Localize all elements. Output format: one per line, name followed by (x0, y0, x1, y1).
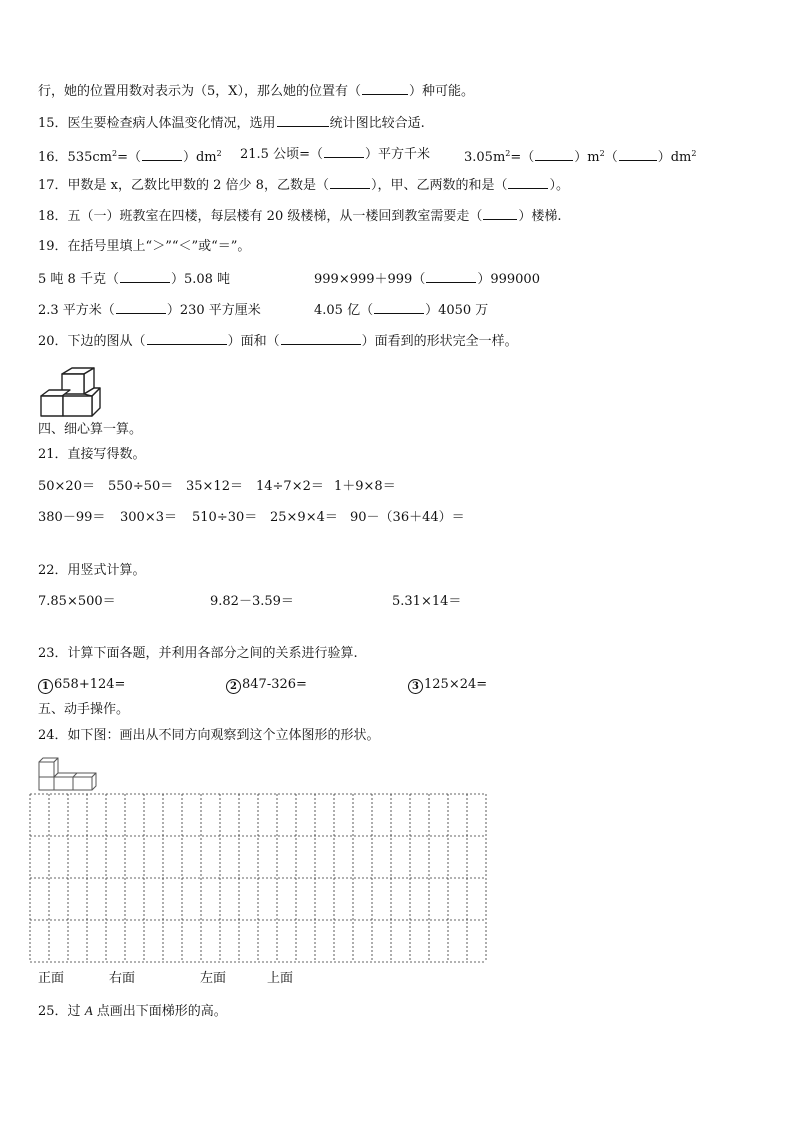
calc-item: 90－（36＋44）＝ (350, 510, 465, 525)
compare-item: 2.3 平方米（ ）230 平方厘米 (38, 303, 261, 318)
face-label-top: 上面 (267, 971, 294, 986)
drawing-grid[interactable] (29, 793, 489, 963)
answer-blank[interactable] (362, 82, 408, 95)
question-25: 25．过 A 点画出下面梯形的高。 (38, 1003, 227, 1019)
answer-blank[interactable] (374, 301, 424, 314)
question-23: 23．计算下面各题，并利用各部分之间的关系进行验算. (38, 646, 358, 661)
answer-blank[interactable] (508, 176, 548, 189)
face-label-front: 正面 (38, 971, 65, 986)
q14-tail: 行，她的位置用数对表示为（5，X），那么她的位置有（ ）种可能。 (38, 84, 475, 99)
q19-row-2 (38, 301, 638, 320)
answer-blank[interactable] (147, 332, 227, 345)
calc-item: 380－99＝ (38, 510, 106, 525)
point-label: A (84, 1003, 93, 1018)
q16-part-c: $3.05m^2=$（ ）$m^2$（ ）$dm^2$ (464, 149, 697, 165)
calc-item: 2 847-326= (226, 676, 307, 694)
question-number: 16． (38, 150, 68, 165)
question-19: 19．在括号里填上“＞”“＜”或“＝”。 (38, 239, 251, 254)
question-number: 18． (38, 209, 68, 224)
q16-part-b: 21.5 公顷=（ ）平方千米 (240, 147, 430, 162)
solid-figure (38, 754, 98, 792)
question-22: 22．用竖式计算。 (38, 563, 146, 578)
calc-item: 3 125×24= (408, 676, 487, 694)
answer-blank[interactable] (535, 148, 573, 161)
circled-number: 2 (226, 679, 241, 694)
question-number: 20． (38, 334, 68, 349)
calc-item: 1 658+124= (38, 676, 125, 694)
answer-blank[interactable] (116, 301, 166, 314)
calc-item: 510÷30＝ (192, 510, 258, 525)
question-number: 15． (38, 116, 68, 131)
question-20: 20．下边的图从（ ）面和（ ）面看到的形状完全一样。 (38, 334, 518, 349)
question-number: 24． (38, 728, 68, 743)
calc-item: 35×12＝ (186, 479, 243, 494)
question-number: 23． (38, 646, 68, 661)
answer-blank[interactable] (277, 114, 329, 127)
question-16: 16．$535cm^2=$（ ）$dm^2$ 21.5 公顷=（ ）平方千米 $3.05m^2=$（ ）$m^2$（ ）$dm^2$ (38, 147, 697, 165)
compare-item: 4.05 亿（ ）4050 万 (314, 303, 489, 318)
answer-blank[interactable] (330, 176, 370, 189)
question-17: 17．甲数是 x，乙数比甲数的 2 倍少 8，乙数是（ ），甲、乙两数的和是（ ）。 (38, 178, 569, 193)
calc-item: 25×9×4＝ (270, 510, 338, 525)
face-label-right: 右面 (109, 971, 136, 986)
question-18: 18．五（一）班教室在四楼，每层楼有 20 级楼梯，从一楼回到教室需要走（ ）楼梯. (38, 209, 562, 224)
cube-figure (38, 366, 104, 420)
section-heading: 五、动手操作。 (38, 702, 130, 717)
calc-item: 9.82－3.59＝ (210, 594, 294, 609)
question-number: 19． (38, 239, 68, 254)
question-21: 21．直接写得数。 (38, 447, 146, 462)
question-15: 15．医生要检查病人体温变化情况，选用 统计图比较合适. (38, 116, 425, 131)
calc-item: 300×3＝ (120, 510, 177, 525)
answer-blank[interactable] (324, 145, 364, 158)
q19-row-1 (38, 270, 638, 289)
circled-number: 1 (38, 679, 53, 694)
calc-item: 550÷50＝ (108, 479, 174, 494)
face-label-left: 左面 (200, 971, 227, 986)
answer-blank[interactable] (281, 332, 361, 345)
answer-blank[interactable] (120, 270, 170, 283)
answer-blank[interactable] (142, 148, 182, 161)
calc-item: 7.85×500＝ (38, 594, 116, 609)
calc-item: 14÷7×2＝ (256, 479, 324, 494)
calc-item: 5.31×14＝ (392, 594, 462, 609)
question-24: 24．如下图：画出从不同方向观察到这个立体图形的形状。 (38, 728, 380, 743)
answer-blank[interactable] (483, 207, 517, 220)
question-number: 22． (38, 563, 68, 578)
question-number: 17． (38, 178, 68, 193)
answer-blank[interactable] (426, 270, 476, 283)
section-heading: 四、细心算一算。 (38, 422, 143, 437)
compare-item: 999×999＋999（ ）999000 (314, 272, 540, 287)
question-number: 21． (38, 447, 68, 462)
question-number: 25． (38, 1004, 68, 1019)
calc-item: 50×20＝ (38, 479, 95, 494)
calc-item: 1＋9×8＝ (334, 479, 396, 494)
answer-blank[interactable] (619, 148, 657, 161)
circled-number: 3 (408, 679, 423, 694)
compare-item: 5 吨 8 千克（ ）5.08 吨 (38, 272, 231, 287)
